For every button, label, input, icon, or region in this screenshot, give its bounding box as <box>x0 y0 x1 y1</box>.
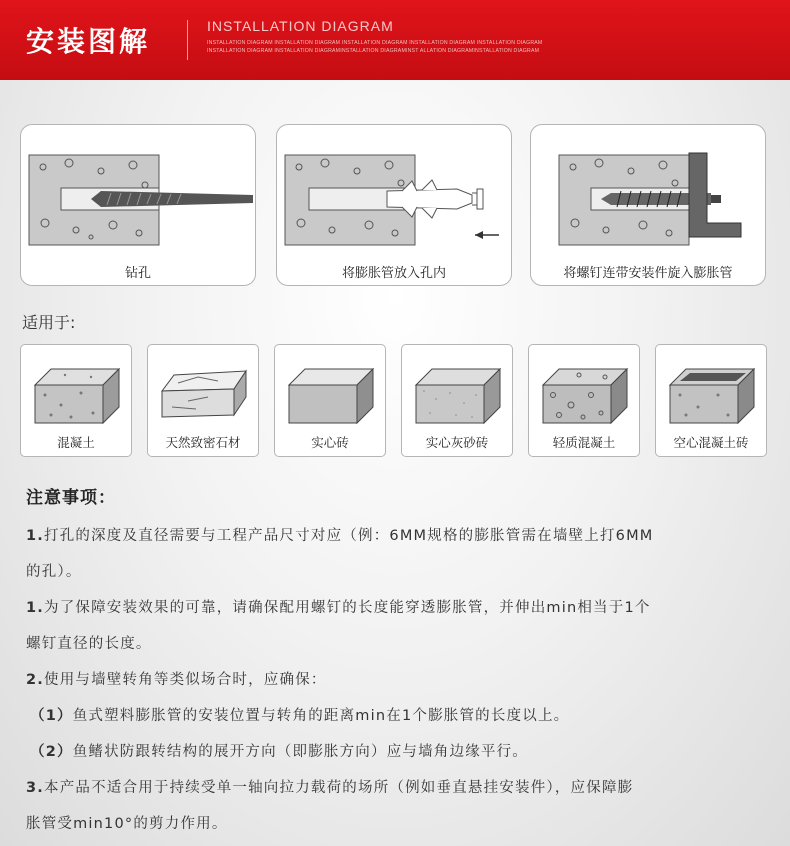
material-caption: 空心混凝土砖 <box>673 435 749 450</box>
material-caption: 天然致密石材 <box>165 435 241 450</box>
title-divider <box>187 20 188 60</box>
material-caption: 实心灰砂砖 <box>425 435 489 450</box>
note-text: 本产品不适合用于持续受单一轴向拉力载荷的场所（例如垂直悬挂安装件），应保障膨 <box>44 780 634 796</box>
page-title: 安装图解 <box>26 25 151 58</box>
note-line <box>26 812 228 833</box>
note-line <box>26 560 82 581</box>
material-card-lightweight-concrete <box>528 344 640 457</box>
note-text: 鱼鳍状防跟转结构的展开方向（即膨胀方向）应与墙角边缘平行。 <box>72 744 529 760</box>
material-caption: 实心砖 <box>311 435 349 450</box>
step-caption: 钻孔 <box>124 266 151 281</box>
note-line <box>26 668 327 689</box>
note-number: 3. <box>26 780 44 796</box>
note-line <box>26 632 152 653</box>
sand-lime-brick-icon <box>402 345 512 431</box>
material-card-concrete <box>20 344 132 457</box>
page-subtitle: INSTALLATION DIAGRAM <box>207 18 394 34</box>
header-banner <box>0 0 790 80</box>
step-caption: 将螺钉连带安装件旋入膨胀管 <box>563 266 733 281</box>
note-text: 为了保障安装效果的可靠，请确保配用螺钉的长度能穿透膨胀管，并伸出min相当于1个 <box>44 600 651 616</box>
material-card-sand-lime-brick <box>401 344 513 457</box>
note-text: 的孔）。 <box>26 564 82 580</box>
insert-anchor-icon <box>277 125 511 255</box>
material-card-solid-brick <box>274 344 386 457</box>
note-number: （2） <box>30 744 73 760</box>
note-text: 使用与墙壁转角等类似场合时，应确保： <box>44 672 327 688</box>
material-card-natural-stone <box>147 344 259 457</box>
note-line <box>30 740 528 761</box>
step-caption: 将膨胀管放入孔内 <box>341 266 446 281</box>
note-text: 胀管受min10°的剪力作用。 <box>26 816 228 832</box>
hollow-concrete-block-icon <box>656 345 766 431</box>
note-line <box>30 704 569 725</box>
step-card-drill <box>20 124 256 286</box>
note-line <box>26 776 633 797</box>
note-number: 2. <box>26 672 44 688</box>
step-card-screw <box>530 124 766 286</box>
note-text: 打孔的深度及直径需要与工程产品尺寸对应（例：6MM规格的膨胀管需在墙壁上打6MM <box>44 528 654 544</box>
drill-into-concrete-icon <box>21 125 255 255</box>
natural-stone-icon <box>148 345 258 431</box>
screw-into-anchor-icon <box>531 125 765 255</box>
notes-title: 注意事项： <box>26 488 116 508</box>
material-caption: 轻质混凝土 <box>552 435 616 450</box>
note-number: 1. <box>26 600 44 616</box>
step-card-insert-anchor <box>276 124 512 286</box>
note-number: （1） <box>30 708 73 724</box>
note-text: 鱼式塑料膨胀管的安装位置与转角的距离min在1个膨胀管的长度以上。 <box>72 708 570 724</box>
lightweight-concrete-icon <box>529 345 639 431</box>
material-card-hollow-concrete <box>655 344 767 457</box>
subtitle-repeat-text: INSTALLATION DIAGRAM INSTALLATION DIAGRAM INSTALLATION DIAGRAM INSTALLATION DIAGRAM INSTALLATION DIAGRAM INSTALLATION DIAGRAM INSTALLATION DIAGRAMINSTALLATION DIAGRAMINST ALLATION DIAGRAMINSTALLATION DIAGRAM <box>207 40 543 54</box>
solid-brick-icon <box>275 345 385 431</box>
note-line <box>26 524 654 545</box>
note-number: 1. <box>26 528 44 544</box>
note-line <box>26 596 651 617</box>
concrete-block-icon <box>21 345 131 431</box>
note-text: 螺钉直径的长度。 <box>26 636 152 652</box>
material-caption: 混凝土 <box>57 435 95 450</box>
applicable-label: 适用于: <box>22 313 76 332</box>
